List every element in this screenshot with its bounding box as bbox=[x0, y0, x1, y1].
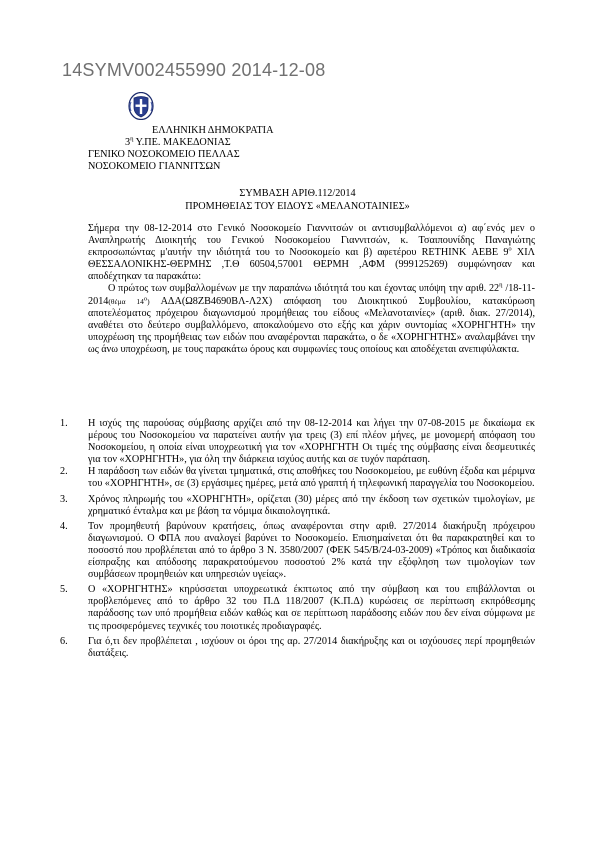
intro-award-topic-text: (θέμα 14 bbox=[108, 296, 144, 306]
clause-number: 3. bbox=[60, 493, 68, 505]
intro-award-topic bbox=[108, 297, 149, 306]
clause-number: 6. bbox=[60, 635, 68, 647]
header-country: ΕΛΛΗΝΙΚΗ ΔΗΜΟΚΡΑΤΙΑ bbox=[152, 125, 274, 136]
contract-intro bbox=[88, 223, 535, 356]
clause-text: Η παράδοση των ειδών θα γίνεται τμηματικά, στις αποθήκες του Νοσοκομείου, με ευθύνη έξοδα και μέριμνα του «ΧΟΡΗΓΗΤΗ», σε (3) εργάσιμες ημέρες, μετά από γραπτή ή τηλεφωνική παραγγελία του Νοσοκομείου. bbox=[88, 466, 535, 490]
intro-paragraph-parties bbox=[88, 223, 535, 283]
clause-item bbox=[60, 636, 535, 660]
clause-item bbox=[60, 494, 535, 518]
clause-item bbox=[60, 466, 535, 490]
intro-award-topic-superscript: ο bbox=[143, 295, 148, 303]
clause-item bbox=[60, 521, 535, 581]
intro-parties-text: Σήμερα την 08-12-2014 στο Γενικό Νοσοκομείο Γιαννιτσών οι αντισυμβαλλόμενοι α) αφ΄ενός μεν ο Αναπληρωτής Διοικητής του Γενικού Νοσοκομείου Γιαννιτσών, κ. Τσαιπουνίδης Παναγιώτης εκπροσωπώντας μ'αυτήν την ιδιότητά του το Νοσοκομείο και β) αφετέρου RETHINK ΑΕΒΕ 9 bbox=[88, 223, 535, 259]
intro-parties-text-end: ΧΙΛ ΘΕΣΣΑΛΟΝΙΚΗΣ-ΘΕΡΜΗΣ ,Τ.Θ 60504,57001 ΘΕΡΜΗ ,ΑΦΜ (999125269) συμφώνησαν και αποδέχτηκαν τα παρακάτω: bbox=[88, 247, 536, 283]
intro-award-superscript: η bbox=[499, 282, 503, 290]
contract-number-title: ΣΥΜΒΑΣΗ ΑΡΙΘ.112/2014 bbox=[239, 188, 356, 199]
document-reference-number: 14SYMV002455990 2014-12-08 bbox=[62, 60, 326, 80]
intro-award-topic-close: ) bbox=[147, 296, 150, 306]
intro-award-text: Ο πρώτος των συμβαλλομένων με την παραπάνω ιδιότητά του και έχοντας υπόψη την αριθ. 22 bbox=[108, 283, 500, 295]
header-hospital-general: ΓΕΝΙΚΟ ΝΟΣΟΚΟΜΕΙΟ ΠΕΛΛΑΣ bbox=[88, 149, 240, 160]
clause-text: Ο «ΧΟΡΗΓΗΤΗΣ» κηρύσσεται υποχρεωτικά έκπτωτος από την σύμβαση και του επιβάλλονται οι προβλεπόμενες από το άρθρο 32 του Π.Δ 118/2007 (Κ.Π.Δ) κυρώσεις σε περίπτωση εκπρόθεσμης παράδοσης των υπό προμήθεια ειδών καθώς και σε περίπτωση παράδοσης ειδών που δεν είναι σύμφωνα με τις προσφερόμενες τεχνικές του ποιοτικές προδιαγραφές. bbox=[88, 584, 535, 632]
intro-parties-superscript: ο bbox=[508, 245, 512, 253]
contract-subject-title: ΠΡΟΜΗΘΕΙΑΣ ΤΟΥ ΕΙΔΟΥΣ «ΜΕΛΑΝΟΤΑΙΝΙΕΣ» bbox=[185, 201, 410, 212]
clause-item bbox=[60, 584, 535, 632]
clause-number: 4. bbox=[60, 520, 68, 532]
greek-coat-of-arms-icon bbox=[128, 92, 154, 120]
intro-award-date: /18-11-2014 bbox=[88, 283, 535, 307]
clause-text: Τον προμηθευτή βαρύνουν κρατήσεις, όπως αναφέρονται στην αριθ. 27/2014 διακήρυξη πρόχειρου διαγωνισμού. Ο ΦΠΑ που αναλογεί βαρύνει το Νοσοκομείο. Επισημαίνεται ότι θα παρακρατηθεί και το ποσοστό που προβλέπεται από το άρθρο 3 Ν. 3580/2007 (ΦΕΚ 545/Β/24-03-2009) «Τρόπος και διαδικασία είσπραξης και απόδοσης παρακρατούμενου ποσοστού 2% κατά την εξόφληση των τιμολογίων των συμβάσεων προμηθειών και υπηρεσιών υγείας». bbox=[88, 520, 535, 581]
clause-number: 5. bbox=[60, 584, 68, 596]
contract-clauses bbox=[60, 418, 535, 660]
clause-text: Για ό,τι δεν προβλέπεται , ισχύουν οι όροι της αρ. 27/2014 διακήρυξης και οι ισχύουσες περί προμηθειών διατάξεις. bbox=[88, 635, 535, 659]
intro-award-text-end: ΑΔΑ(Ω8ΖΒ4690ΒΛ-Λ2Χ) απόφαση του Διοικητικού Συμβουλίου, κατακύρωση αποτελέσματος πρόχειρου διαγωνισμού προμήθειας του είδους «Μελανοταινίες» (αριθ. διακ. 27/2014), αναθέτει στο δεύτερο συμβαλλόμενο, αποκαλούμενο στο εξής και χάριν συντομίας «ΧΟΡΗΓΗΤΗ» την υποχρέωση της προμήθειας των ειδών που αναφέρονται παρακάτω, ο δε «ΧΟΡΗΓΗΤΗΣ» αναλαμβάνει την ως άνω υποχρέωση, με τους παρακάτω όρους και συμφωνίες τους οποίους και αποδέχεται ανεπιφύλακτα. bbox=[88, 295, 535, 355]
header-region-superscript: η bbox=[130, 135, 134, 143]
clause-text: Η ισχύς της παρούσας σύμβασης αρχίζει από την 08-12-2014 και λήγει την 07-08-2015 με δικαίωμα εκ μέρους του Νοσοκομείου να παρατείνει αυτήν για τρεις (3) επί πλέον μήνες, με μονομερή απόφαση του Νοσοκομείου, η οποία είναι υποχρεωτική για τον «ΧΟΡΗΓΗΤΗ Οι τιμές της σύμβασης είναι δεσμευτικές για τον «ΧΟΡΗΓΗΤΗ», για όλη την διάρκεια ισχύος αυτής και σε τυχόν παράταση. bbox=[88, 418, 535, 466]
clause-text: Χρόνος πληρωμής του «ΧΟΡΗΓΗΤΗ», ορίζεται (30) μέρες από την έκδοση των σχετικών τιμολογίων, με χρηματικό ένταλμα και με βάση τα νόμιμα δικαιολογητικά. bbox=[88, 493, 535, 517]
intro-paragraph-award bbox=[88, 283, 535, 356]
clause-number: 2. bbox=[60, 466, 68, 478]
clause-item bbox=[60, 418, 535, 466]
clause-number: 1. bbox=[60, 418, 68, 429]
header-region-name: Υ.ΠΕ. ΜΑΚΕΔΟΝΙΑΣ bbox=[133, 137, 231, 148]
header-region-number: 3 bbox=[125, 137, 131, 148]
header-health-region bbox=[125, 137, 231, 149]
header-hospital-name: ΝΟΣΟΚΟΜΕΙΟ ΓΙΑΝΝΙΤΣΩΝ bbox=[88, 161, 221, 172]
